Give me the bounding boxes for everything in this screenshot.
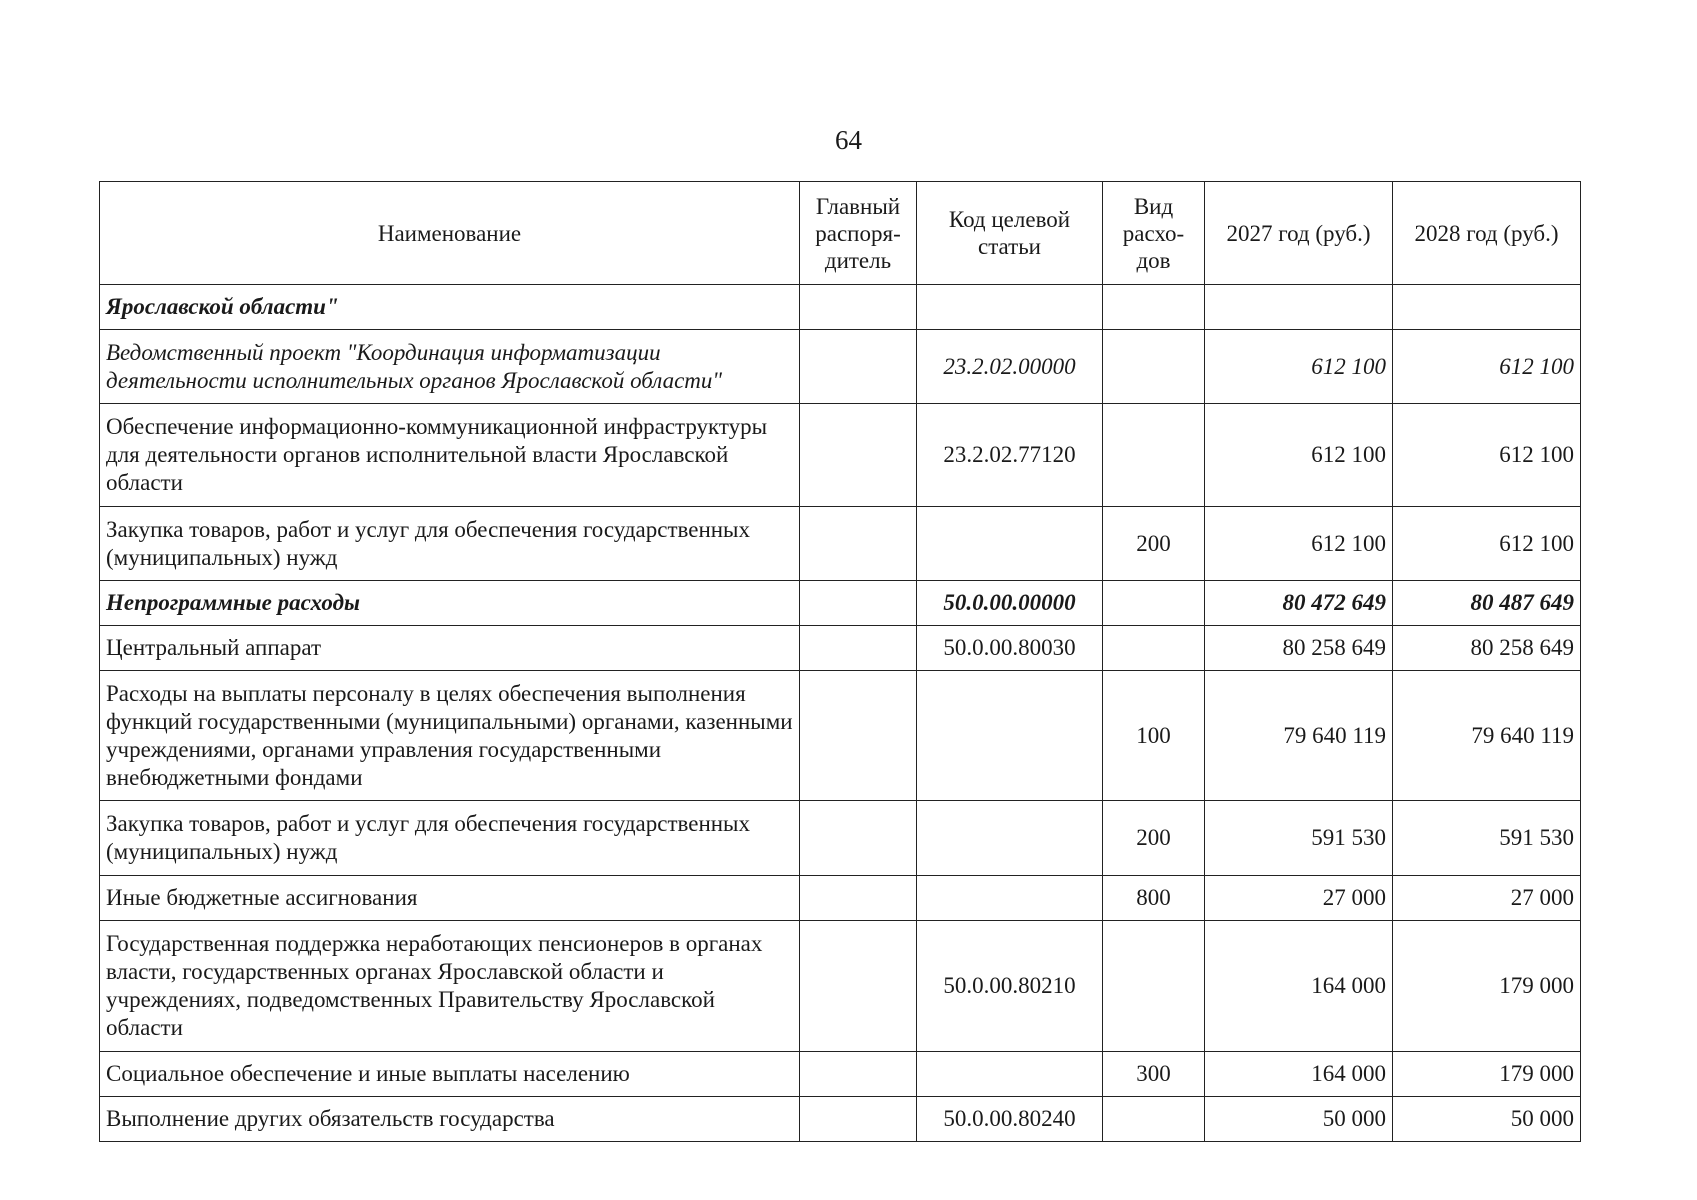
row-expense-type (1103, 404, 1205, 507)
row-2028: 179 000 (1393, 921, 1581, 1052)
row-code: 23.2.02.00000 (917, 330, 1103, 404)
header-2027: 2027 год (руб.) (1205, 182, 1393, 285)
row-code (917, 1052, 1103, 1097)
row-admin (800, 801, 917, 876)
header-admin: Главный распоря-дитель (800, 182, 917, 285)
row-2028: 612 100 (1393, 404, 1581, 507)
row-admin (800, 626, 917, 671)
row-2027: 591 530 (1205, 801, 1393, 876)
row-2028: 27 000 (1393, 876, 1581, 921)
row-2027: 50 000 (1205, 1097, 1393, 1142)
row-2027: 164 000 (1205, 921, 1393, 1052)
row-2028: 179 000 (1393, 1052, 1581, 1097)
row-expense-type: 100 (1103, 671, 1205, 801)
row-2028: 612 100 (1393, 330, 1581, 404)
row-2027: 80 472 649 (1205, 581, 1393, 626)
table-row (100, 876, 1581, 921)
row-admin (800, 285, 917, 330)
table-row (100, 1052, 1581, 1097)
row-2028: 50 000 (1393, 1097, 1581, 1142)
row-name: Закупка товаров, работ и услуг для обеспечения государственных (муниципальных) нужд (100, 507, 800, 581)
row-code (917, 876, 1103, 921)
row-name: Социальное обеспечение и иные выплаты населению (100, 1052, 800, 1097)
row-code: 50.0.00.80210 (917, 921, 1103, 1052)
row-expense-type: 200 (1103, 507, 1205, 581)
row-2027: 612 100 (1205, 507, 1393, 581)
row-code: 50.0.00.80030 (917, 626, 1103, 671)
table-row (100, 581, 1581, 626)
row-2027 (1205, 285, 1393, 330)
row-code (917, 507, 1103, 581)
header-code: Код целевой статьи (917, 182, 1103, 285)
row-expense-type: 200 (1103, 801, 1205, 876)
row-2027: 80 258 649 (1205, 626, 1393, 671)
row-2027: 164 000 (1205, 1052, 1393, 1097)
row-code (917, 801, 1103, 876)
budget-table (99, 181, 1581, 1142)
table-row (100, 921, 1581, 1052)
table-row (100, 507, 1581, 581)
row-name: Закупка товаров, работ и услуг для обеспечения государственных (муниципальных) нужд (100, 801, 800, 876)
row-admin (800, 921, 917, 1052)
row-name: Расходы на выплаты персоналу в целях обеспечения выполнения функций государственными (муниципальными) органами, казенными учреждениями, органами управления государственными внебюджетными фондами (100, 671, 800, 801)
row-expense-type (1103, 285, 1205, 330)
row-admin (800, 330, 917, 404)
row-2027: 612 100 (1205, 330, 1393, 404)
row-expense-type: 300 (1103, 1052, 1205, 1097)
row-expense-type (1103, 330, 1205, 404)
row-admin (800, 876, 917, 921)
row-expense-type: 800 (1103, 876, 1205, 921)
row-expense-type (1103, 581, 1205, 626)
row-name: Непрограммные расходы (100, 581, 800, 626)
header-2028: 2028 год (руб.) (1393, 182, 1581, 285)
row-2028: 591 530 (1393, 801, 1581, 876)
row-2027: 612 100 (1205, 404, 1393, 507)
row-admin (800, 581, 917, 626)
row-code (917, 285, 1103, 330)
header-expense-type: Вид расхо-дов (1103, 182, 1205, 285)
row-2028: 79 640 119 (1393, 671, 1581, 801)
row-2027: 27 000 (1205, 876, 1393, 921)
row-name: Выполнение других обязательств государства (100, 1097, 800, 1142)
table-row (100, 801, 1581, 876)
row-name: Иные бюджетные ассигнования (100, 876, 800, 921)
row-2028: 612 100 (1393, 507, 1581, 581)
row-admin (800, 1052, 917, 1097)
row-code (917, 671, 1103, 801)
table-row (100, 626, 1581, 671)
table-header-row (100, 182, 1581, 285)
row-expense-type (1103, 626, 1205, 671)
row-name: Ярославской области" (100, 285, 800, 330)
row-code: 23.2.02.77120 (917, 404, 1103, 507)
table-row (100, 404, 1581, 507)
table-row (100, 671, 1581, 801)
row-code: 50.0.00.80240 (917, 1097, 1103, 1142)
row-name: Обеспечение информационно-коммуникационной инфраструктуры для деятельности органов исполнительной власти Ярославской области (100, 404, 800, 507)
row-name: Ведомственный проект "Координация информатизации деятельности исполнительных органов Ярославской области" (100, 330, 800, 404)
row-2027: 79 640 119 (1205, 671, 1393, 801)
row-2028: 80 487 649 (1393, 581, 1581, 626)
row-admin (800, 507, 917, 581)
row-expense-type (1103, 921, 1205, 1052)
row-name: Центральный аппарат (100, 626, 800, 671)
row-admin (800, 1097, 917, 1142)
header-name: Наименование (100, 182, 800, 285)
row-expense-type (1103, 1097, 1205, 1142)
table-row (100, 1097, 1581, 1142)
row-admin (800, 671, 917, 801)
row-admin (800, 404, 917, 507)
table-row (100, 330, 1581, 404)
table-row (100, 285, 1581, 330)
page-number: 64 (835, 125, 862, 155)
row-code: 50.0.00.00000 (917, 581, 1103, 626)
row-name: Государственная поддержка неработающих пенсионеров в органах власти, государственных органах Ярославской области и учреждениях, подведомственных Правительству Ярославской области (100, 921, 800, 1052)
row-2028: 80 258 649 (1393, 626, 1581, 671)
row-2028 (1393, 285, 1581, 330)
